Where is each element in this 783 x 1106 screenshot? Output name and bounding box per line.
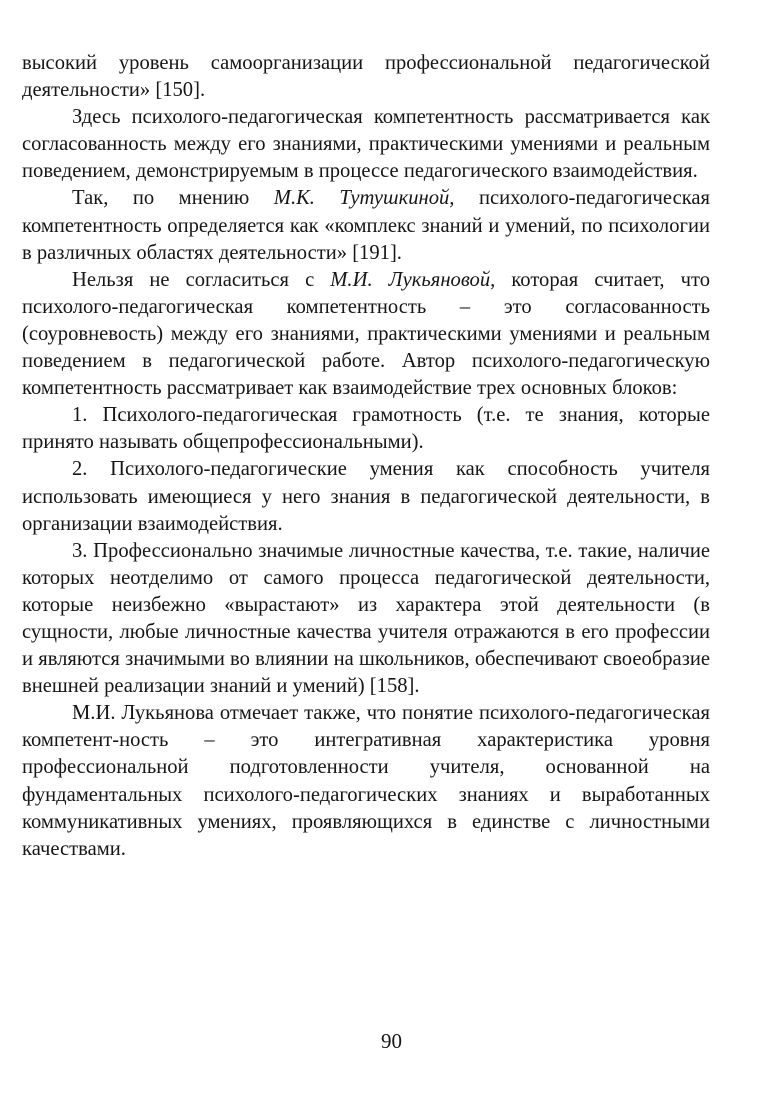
paragraph xyxy=(22,402,710,456)
text-segment: Нельзя не согласиться с xyxy=(72,268,331,291)
text-segment: психолого-педагогическая компетентность определяется как «комплекс знаний и умений, по психологии в различных областях деятельности» [191]. xyxy=(22,187,711,264)
paragraph xyxy=(22,538,710,701)
text-segment: 3. Профессионально значимые личностные качества, т.е. такие, наличие которых неотделимо от самого процесса педагогической деятельности, которые неизбежно «вырастают» из характера этой деятельности (в сущности, любые личностные качества учителя отражаются в его профессии и являются значимыми во влиянии на школьников, обеспечивают своеобразие внешней реализации знаний и умений) [158]. xyxy=(22,539,710,698)
paragraph xyxy=(22,700,710,863)
author-name: М.К. Тутушкиной, xyxy=(273,187,455,210)
text-segment: М.И. Лукьянова отмечает также, что понятие психолого-педагогическая компетент-ность – это интегративная характеристика уровня профессиональной подготовленности учителя, основанной на фундаментальных психолого-педагогических знаниях и выработанных коммуникативных умениях, проявляющихся в единстве с личностными качествами. xyxy=(22,702,710,860)
text-segment: высокий уровень самоорганизации профессиональной педагогической деятельности» [150]. xyxy=(22,52,710,102)
paragraph xyxy=(22,104,710,185)
paragraph xyxy=(22,456,710,537)
page-number: 90 xyxy=(381,1029,402,1053)
text-segment: Так, по мнению xyxy=(72,187,274,210)
text-segment: 1. Психолого-педагогическая грамотность (т.е. те знания, которые принято называть общепрофессиональными). xyxy=(22,404,710,454)
text-segment: которая считает, что психолого-педагогическая компетентность – это согласованность (соуровневость) между его знаниями, практическими умениями и реальным поведением в педагогической работе. Автор психолого-педагогическую компетентность рассматривает как взаимодействие трех основных блоков: xyxy=(22,268,711,400)
paragraph xyxy=(22,185,710,266)
paragraph xyxy=(22,50,710,104)
author-name: М.И. Лукьяновой, xyxy=(330,268,496,291)
body-text xyxy=(22,50,710,863)
text-segment: 2. Психолого-педагогические умения как способность учителя использовать имеющиеся у него знания в педагогической деятельности, в организации взаимодействия. xyxy=(22,458,710,535)
text-segment: Здесь психолого-педагогическая компетентность рассматривается как согласованность между его знаниями, практическими умениями и реальным поведением, демонстрируемым в процессе педагогического взаимодействия. xyxy=(22,106,710,183)
paragraph xyxy=(22,267,710,402)
